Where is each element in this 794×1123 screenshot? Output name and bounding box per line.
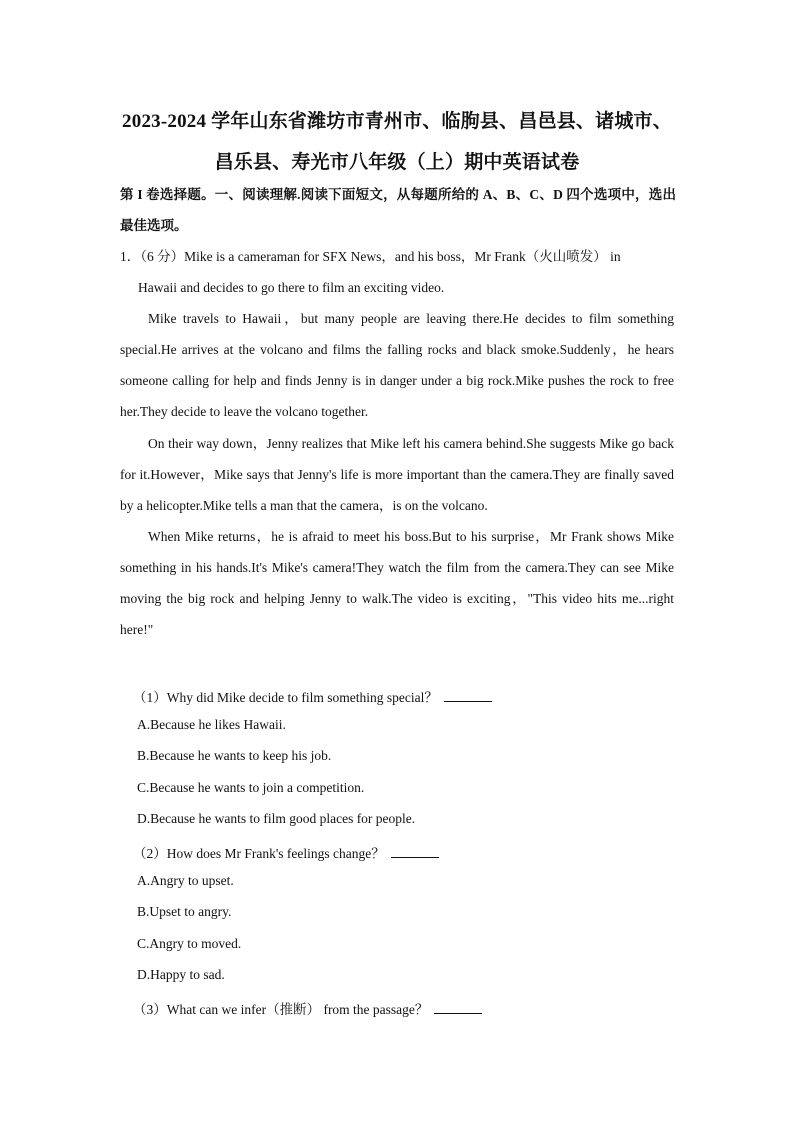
sub-question-2 <box>133 842 439 862</box>
option-c: C.Angry to moved. <box>137 936 242 951</box>
question-1-header-line1: 1．（6 分）Mike is a cameraman for SFX News，and his boss，Mr Frank（火山喷发） in <box>120 249 621 264</box>
sub-question-stem: （3）What can we infer（推断） from the passage？ <box>133 1002 429 1017</box>
option-b: B.Upset to angry. <box>137 904 232 919</box>
passage-paragraph: On their way down，Jenny realizes that Mike left his camera behind.She suggests Mike go back for it.However，Mike says that Jenny's life is more important than the camera.They are finally saved by a helicopter.Mike tells a man that the camera，is on the volcano. <box>120 436 674 513</box>
exam-title-line1: 2023-2024 学年山东省潍坊市青州市、临朐县、昌邑县、诸城市、 <box>122 111 672 132</box>
exam-title-line2: 昌乐县、寿光市八年级（上）期中英语试卷 <box>214 152 580 173</box>
option-d: D.Because he wants to film good places for people. <box>137 811 416 826</box>
option-a: A.Because he likes Hawaii. <box>137 717 286 732</box>
sub-question-1 <box>133 686 492 706</box>
option-b: B.Because he wants to keep his job. <box>137 748 332 763</box>
sub-question-stem: （2）How does Mr Frank's feelings change？ <box>133 846 385 861</box>
passage-paragraph: When Mike returns，he is afraid to meet his boss.But to his surprise，Mr Frank shows Mike something in his hands.It's Mike's camera!They watch the film from the camera.They can see Mike moving the big rock and helping Jenny to walk.The video is exciting，"This video hits me...right here!" <box>120 529 674 637</box>
sub-question-stem: （1）Why did Mike decide to film something special？ <box>133 690 438 705</box>
answer-blank[interactable] <box>391 843 439 858</box>
option-a: A.Angry to upset. <box>137 873 234 888</box>
question-1-header <box>120 241 674 303</box>
answer-blank[interactable] <box>434 999 482 1014</box>
question-1-header-line2: Hawaii and decides to go there to film an exciting video. <box>138 280 445 295</box>
option-d: D.Happy to sad. <box>137 967 225 982</box>
section-instructions: 第 I 卷选择题。一、阅读理解.阅读下面短文，从每题所给的 A、B、C、D 四个选项中，选出最佳选项。 <box>120 187 676 233</box>
passage-paragraph: Mike travels to Hawaii，but many people are leaving there.He decides to film something special.He arrives at the volcano and films the falling rocks and black smoke.Suddenly，he hears someone calling for help and finds Jenny is in danger under a big rock.Mike pushes the rock to free her.They decide to leave the volcano together. <box>120 311 674 419</box>
option-c: C.Because he wants to join a competition. <box>137 780 365 795</box>
sub-question-3 <box>133 998 482 1018</box>
answer-blank[interactable] <box>444 687 492 702</box>
